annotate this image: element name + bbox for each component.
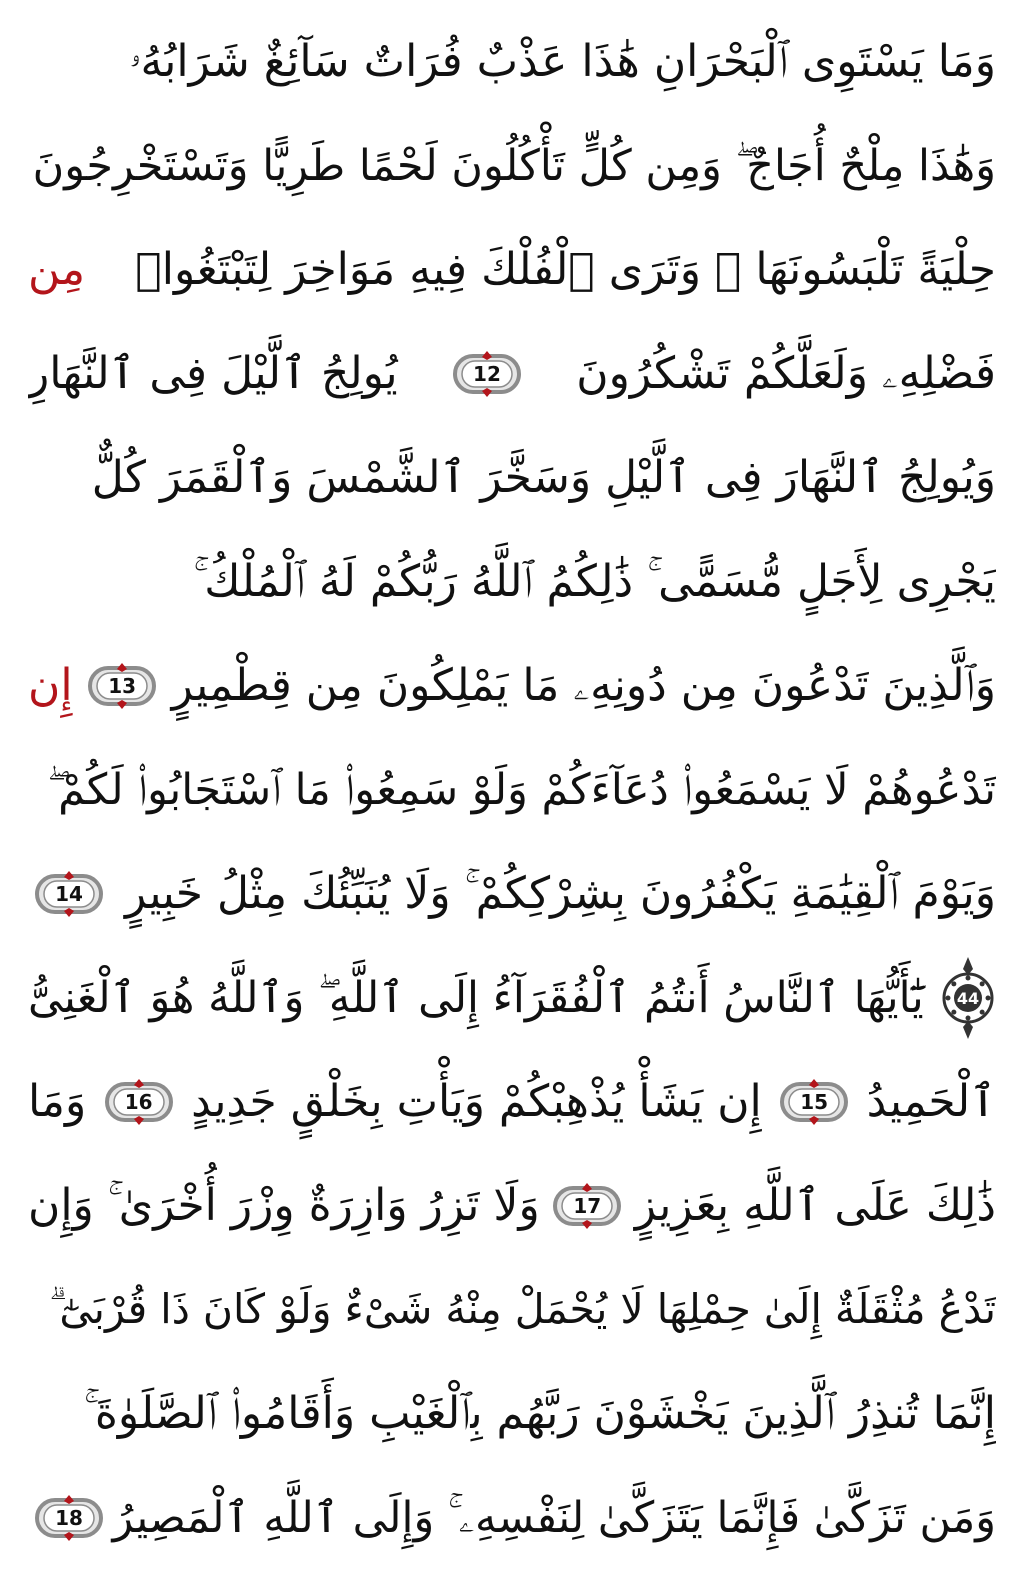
text-line (28, 638, 996, 734)
text-segment: حِلْيَةً تَلْبَسُونَهَا ۖ وَتَرَى ٱلْفُلْكَ فِيهِ مَوَاخِرَ لِتَبْتَغُوا۟ (135, 244, 996, 295)
ayah-number: 12 (473, 362, 501, 386)
ayah-number-marker (104, 1078, 174, 1126)
text-line (28, 950, 996, 1046)
text-line (28, 534, 996, 630)
ayah-number-marker (452, 350, 522, 398)
text-segment: تَدْعُ مُثْقَلَةٌ إِلَىٰ حِمْلِهَا لَا يُحْمَلْ مِنْهُ شَىْءٌ وَلَوْ كَانَ ذَا قُرْبَىٰٓ ۗ (49, 1285, 996, 1334)
text-line (28, 846, 996, 942)
ayah-number: 17 (573, 1194, 602, 1218)
ayah-number: 16 (124, 1090, 153, 1114)
text-segment: وَٱلَّذِينَ تَدْعُونَ مِن دُونِهِۦ مَا يَمْلِكُونَ مِن قِطْمِيرٍ (171, 660, 996, 711)
text-segment: يَٰٓأَيُّهَا ٱلنَّاسُ أَنتُمُ ٱلْفُقَرَآءُ إِلَى ٱللَّهِ ۖ وَٱللَّهُ هُوَ ٱلْغَنِىُّ (28, 972, 924, 1023)
text-line (28, 742, 996, 838)
text-segment: وَيُولِجُ ٱلنَّهَارَ فِى ٱلَّيْلِ وَسَخَّرَ ٱلشَّمْسَ وَٱلْقَمَرَ كُلٌّ (91, 452, 996, 503)
text-line (28, 430, 996, 526)
text-line (28, 1262, 996, 1358)
text-segment: ذَٰلِكَ عَلَى ٱللَّهِ بِعَزِيزٍ (634, 1180, 996, 1231)
text-line (28, 1158, 996, 1254)
ayah-number-marker (552, 1182, 622, 1230)
text-segment: ٱلْحَمِيدُ (866, 1076, 996, 1127)
text-segment: إِن يَشَأْ يُذْهِبْكُمْ وَيَأْتِ بِخَلْقٍ جَدِيدٍ (191, 1076, 762, 1127)
text-segment: وَيَوْمَ ٱلْقِيَٰمَةِ يَكْفُرُونَ بِشِرْكِكُمْ ۚ وَلَا يُنَبِّئُكَ مِثْلُ خَبِيرٍ (124, 868, 996, 919)
ayah-number: 14 (55, 882, 83, 906)
text-segment: وَلَا تَزِرُ وَازِرَةٌ وِزْرَ أُخْرَىٰ ۚ وَإِن (28, 1180, 540, 1231)
text-segment: وَمَا يَسْتَوِى ٱلْبَحْرَانِ هَٰذَا عَذْبٌ فُرَاتٌ سَآئِغٌ شَرَابُهُۥ (129, 36, 996, 87)
text-line (28, 118, 996, 214)
ayah-number-marker (779, 1078, 849, 1126)
text-segment: وَمَن تَزَكَّىٰ فَإِنَّمَا يَتَزَكَّىٰ لِنَفْسِهِۦ ۚ وَإِلَى ٱللَّهِ ٱلْمَصِيرُ (112, 1492, 996, 1543)
hizb-number: 44 (956, 988, 980, 1008)
text-segment: فَضْلِهِۦ وَلَعَلَّكُمْ تَشْكُرُونَ (576, 348, 996, 399)
text-segment: يَجْرِى لِأَجَلٍ مُّسَمًّى ۚ ذَٰلِكُمُ ٱللَّهُ رَبُّكُمْ لَهُ ٱلْمُلْكُ ۚ (193, 556, 996, 607)
text-line (28, 1366, 996, 1462)
accent-text-segment: إِن (28, 660, 73, 711)
ayah-number: 15 (800, 1090, 829, 1114)
text-segment: إِنَّمَا تُنذِرُ ٱلَّذِينَ يَخْشَوْنَ رَبَّهُم بِٱلْغَيْبِ وَأَقَامُوا۟ ٱلصَّلَوٰةَ ۚ (83, 1388, 996, 1439)
text-line (28, 1054, 996, 1150)
text-segment: وَهَٰذَا مِلْحٌ أُجَاجٌ ۖ وَمِن كُلٍّ تَأْكُلُونَ لَحْمًا طَرِيًّا وَتَسْتَخْرِجُونَ (32, 140, 996, 191)
ayah-number: 18 (55, 1506, 83, 1530)
ayah-number: 13 (108, 674, 137, 698)
ayah-number-marker (87, 662, 157, 710)
accent-text-segment: مِن (28, 244, 86, 295)
ayah-number-marker (34, 1494, 104, 1542)
ayah-number-marker (34, 870, 104, 918)
text-line (28, 14, 996, 110)
text-line (28, 1470, 996, 1566)
text-segment: وَمَا (28, 1076, 87, 1127)
text-line (28, 222, 996, 318)
text-segment: تَدْعُوهُمْ لَا يَسْمَعُوا۟ دُعَآءَكُمْ وَلَوْ سَمِعُوا۟ مَا ٱسْتَجَابُوا۟ لَكُمْ ۖ (47, 764, 996, 815)
hizb-marker (940, 955, 996, 1041)
text-segment: يُولِجُ ٱلَّيْلَ فِى ٱلنَّهَارِ (28, 348, 398, 399)
text-line (28, 326, 996, 422)
